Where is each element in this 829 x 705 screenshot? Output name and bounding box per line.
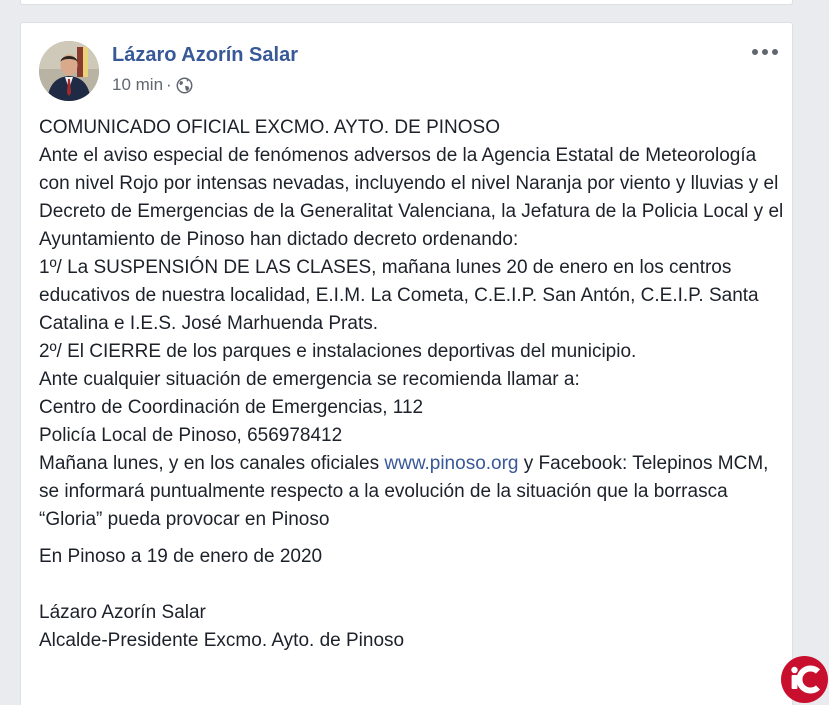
post-date-line: En Pinoso a 19 de enero de 2020 (39, 546, 323, 567)
globe-icon[interactable] (176, 77, 193, 94)
manana-text-before: Mañana lunes, y en los canales oficiales (39, 453, 385, 474)
post-title-line: COMUNICADO OFICIAL EXCMO. AYTO. DE PINOSO (39, 117, 500, 138)
post-card (20, 22, 793, 705)
post-intro-paragraph: Ante el aviso especial de fenómenos adversos de la Agencia Estatal de Meteorología con nivel Rojo por intensas nevadas, incluyendo el nivel Naranja por viento y lluvias y el Decreto de Emergencias de la Generalitat Valenciana, la Jefatura de la Policia Local y el Ayuntamiento de Pinoso han dictado decreto ordenando: (39, 145, 784, 250)
author-name-link[interactable]: Lázaro Azorín Salar (112, 44, 298, 66)
post-text (39, 114, 784, 655)
post-emergency-line: Ante cualquier situación de emergencia se recomienda llamar a: (39, 369, 580, 390)
avatar[interactable] (39, 41, 99, 101)
meta-separator: · (166, 75, 172, 94)
post-timestamp[interactable]: 10 min (112, 75, 164, 94)
previous-post-edge (20, 0, 793, 5)
pinoso-website-link[interactable]: www.pinoso.org (384, 453, 519, 474)
options-dot (772, 49, 778, 55)
post-manana-paragraph (39, 450, 784, 534)
more-horizontal-icon[interactable] (752, 43, 778, 61)
post-item-1: 1º/ La SUSPENSIÓN DE LAS CLASES, mañana lunes 20 de enero en los centros educativos de nuestra localidad, E.I.M. La Cometa, C.E.I.P. San Antón, C.E.I.P. Santa Catalina e I.E.S. José Marhuenda Prats. (39, 257, 759, 334)
options-dot (752, 49, 758, 55)
post-signature-title: Alcalde-Presidente Excmo. Ayto. de Pinoso (39, 630, 405, 651)
options-dot (762, 49, 768, 55)
post-signature-name: Lázaro Azorín Salar (39, 602, 206, 623)
post-centro-line: Centro de Coordinación de Emergencias, 112 (39, 397, 424, 418)
post-item-2: 2º/ El CIERRE de los parques e instalaciones deportivas del municipio. (39, 341, 637, 362)
post-meta (112, 74, 193, 96)
post-policia-line: Policía Local de Pinoso, 656978412 (39, 425, 343, 446)
manana-text-after: y Facebook: Telepinos MCM, se informará puntualmente respecto a la evolución de la situación que la borrasca “Gloria” pueda provocar en Pinoso (39, 453, 769, 530)
avatar-photo (39, 41, 99, 101)
ic-logo-icon (781, 656, 828, 703)
